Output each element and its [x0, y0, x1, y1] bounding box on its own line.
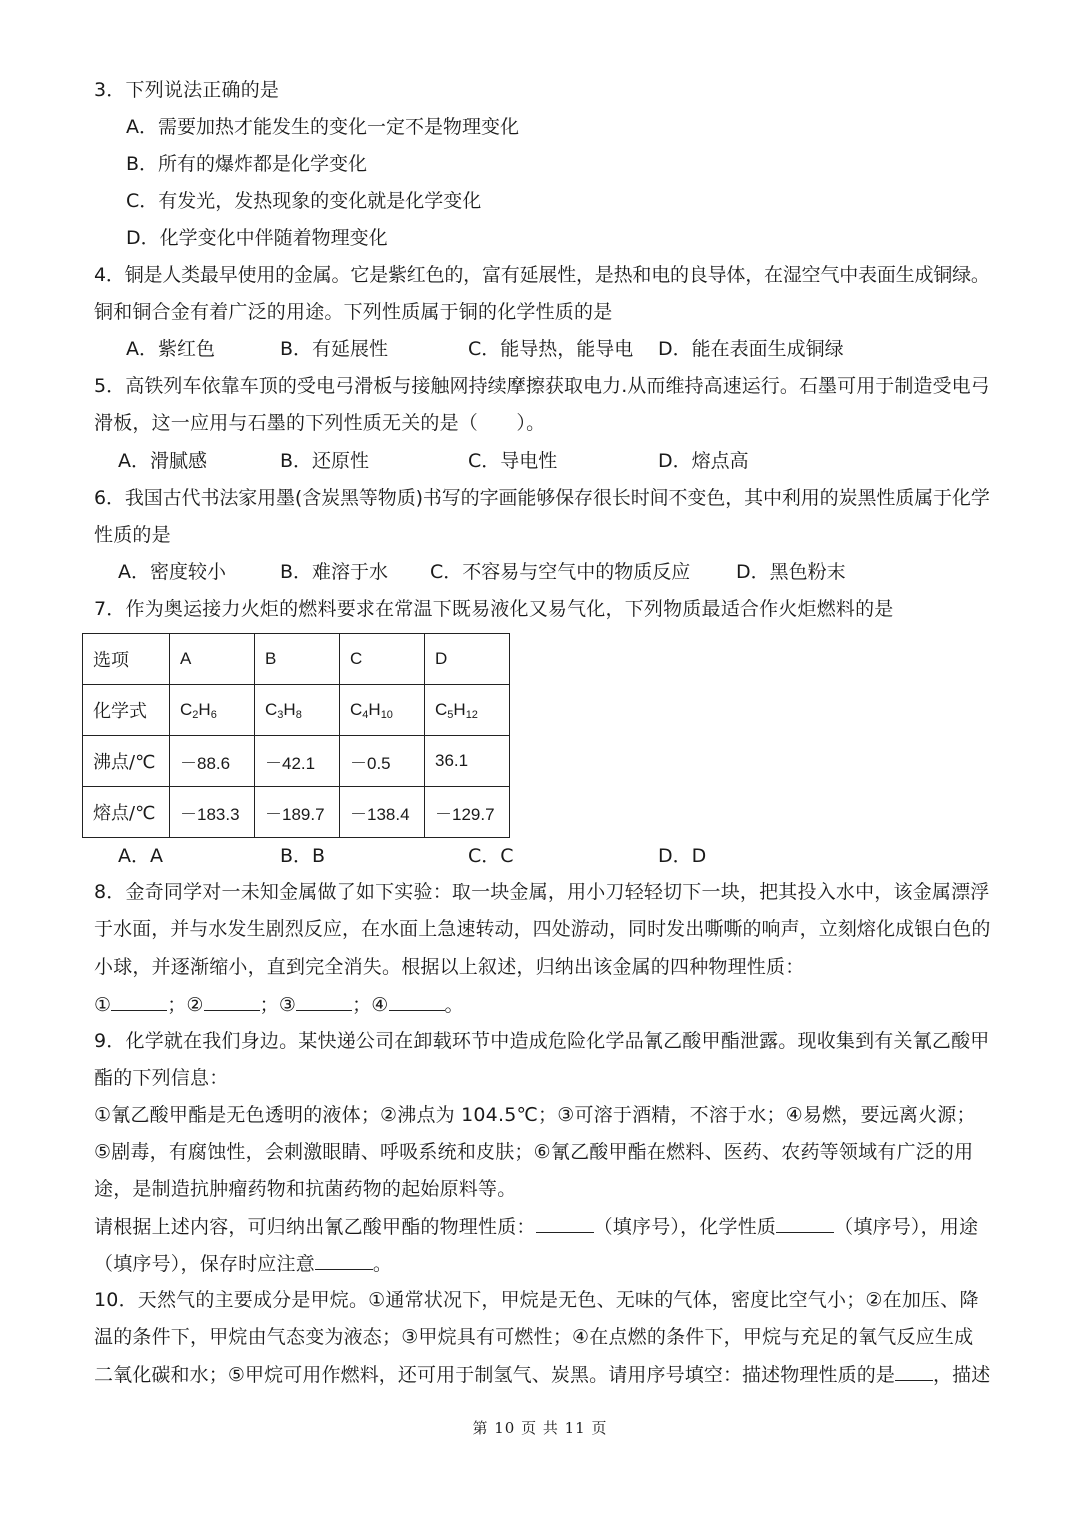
table-row	[83, 634, 510, 685]
formula-symbol: H	[368, 699, 381, 719]
table-cell: 沸点/℃	[83, 736, 170, 787]
q9-prompt-use: （填序号），用途	[834, 1216, 979, 1238]
page-footer: 第 10 页 共 11 页	[472, 1419, 608, 1437]
q4-option-d: D．能在表面生成铜绿	[658, 338, 844, 360]
q6-option-b: B．难溶于水	[280, 561, 389, 583]
table-cell: －88.6	[170, 736, 255, 787]
q9-line-5: 途，是制造抗肿瘤药物和抗菌药物的起始原料等。	[94, 1178, 517, 1200]
q3-option-b: B．所有的爆炸都是化学变化	[126, 153, 368, 175]
q9-blank-chemical[interactable]	[776, 1214, 834, 1233]
q8-line-3: 小球，并逐渐缩小，直到完全消失。根据以上叙述，归纳出该金属的四种物理性质：	[94, 956, 805, 978]
table-cell: －129.7	[425, 787, 510, 838]
formula-cell	[425, 685, 510, 736]
q7-option-c: C．C	[468, 845, 514, 867]
q6-option-c: C．不容易与空气中的物质反应	[430, 561, 691, 583]
q7-option-a: A．A	[118, 845, 163, 867]
formula-subscript: 8	[295, 708, 302, 721]
formula-symbol: C	[350, 699, 363, 719]
formula-symbol: H	[283, 699, 296, 719]
q6-line-2: 性质的是	[94, 524, 171, 546]
table-cell: 选项	[83, 634, 170, 685]
q9-blank-storage[interactable]	[315, 1251, 373, 1270]
formula-symbol: C	[435, 699, 448, 719]
q4-option-a: A．紫红色	[126, 338, 215, 360]
q9-line-1: 9．化学就在我们身边。某快递公司在卸载环节中造成危险化学品氰乙酸甲酯泄露。现收集到有关氰乙酸甲	[94, 1030, 990, 1052]
formula-subscript: 6	[210, 708, 217, 721]
q4-line-2: 铜和铜合金有着广泛的用途。下列性质属于铜的化学性质的是	[94, 301, 613, 323]
formula-symbol: C	[180, 699, 193, 719]
q9-line-2: 酯的下列信息：	[94, 1067, 229, 1089]
formula-subscript: 5	[447, 708, 454, 721]
table-cell: A	[170, 634, 255, 685]
formula-subscript: 10	[380, 708, 393, 721]
formula-subscript: 2	[192, 708, 199, 721]
formula-subscript: 12	[465, 708, 478, 721]
formula-subscript: 3	[277, 708, 284, 721]
q7-option-d: D．D	[658, 845, 707, 867]
formula-symbol: H	[198, 699, 211, 719]
table-cell: D	[425, 634, 510, 685]
table-cell: C	[340, 634, 425, 685]
q3-option-c: C．有发光，发热现象的变化就是化学变化	[126, 190, 482, 212]
q5-option-b: B．还原性	[280, 450, 370, 472]
q8-marker-2: ；②	[167, 994, 204, 1016]
q8-blank-4[interactable]	[389, 992, 445, 1011]
table-cell: －189.7	[255, 787, 340, 838]
table-row	[83, 736, 510, 787]
q9-prompt-storage: （填序号），保存时应注意	[94, 1253, 315, 1275]
q9-end: 。	[372, 1253, 393, 1275]
q9-line-3: ①氰乙酸甲酯是无色透明的液体；②沸点为 104.5℃；③可溶于酒精，不溶于水；④易燃，要远离火源；	[94, 1104, 976, 1126]
formula-cell	[255, 685, 340, 736]
q10-prompt-next: ，描述	[933, 1364, 991, 1386]
q8-marker-3: ；③	[259, 994, 297, 1016]
q9-line-4: ⑤剧毒，有腐蚀性，会刺激眼睛、呼吸系统和皮肤；⑥氰乙酸甲酯在燃料、医药、农药等领域有广泛的用	[94, 1141, 974, 1163]
formula-symbol: H	[453, 699, 466, 719]
q8-line-2: 于水面，并与水发生剧烈反应，在水面上急速转动，四处游动，同时发出嘶嘶的响声，立刻熔化成银白色的	[94, 918, 991, 940]
q3-option-a: A．需要加热才能发生的变化一定不是物理变化	[126, 116, 519, 138]
q5-option-d: D．熔点高	[658, 450, 749, 472]
q4-line-1: 4．铜是人类最早使用的金属。它是紫红色的，富有延展性，是热和电的良导体，在湿空气中表面生成铜绿。	[94, 264, 990, 286]
q9-line-7	[94, 1251, 392, 1276]
q9-blank-physical[interactable]	[536, 1214, 594, 1233]
q4-option-c: C．能导热，能导电	[468, 338, 634, 360]
q8-marker-4: ；④	[352, 994, 389, 1016]
q9-prompt-chemical: （填序号），化学性质	[593, 1216, 777, 1238]
q8-blank-2[interactable]	[204, 992, 260, 1011]
q8-blank-3[interactable]	[296, 992, 352, 1011]
table-row	[83, 787, 510, 838]
table-cell: 36.1	[425, 736, 510, 787]
table-row	[83, 685, 510, 736]
q10-blank-physical[interactable]	[895, 1362, 933, 1381]
q10-prompt-physical: 二氧化碳和水；⑤甲烷可用作燃料，还可用于制氢气、炭黑。请用序号填空：描述物理性质的是	[94, 1364, 896, 1386]
formula-cell	[170, 685, 255, 736]
q10-line-2: 温的条件下，甲烷由气态变为液态；③甲烷具有可燃性；④在点燃的条件下，甲烷与充足的氧气反应生成	[94, 1326, 974, 1348]
q7-option-b: B．B	[280, 845, 326, 867]
q5-line-1: 5．高铁列车依靠车顶的受电弓滑板与接触网持续摩擦获取电力.从而维持高速运行。石墨可用于制造受电弓	[94, 375, 990, 397]
q7-stem: 7．作为奥运接力火炬的燃料要求在常温下既易液化又易气化，下列物质最适合作火炬燃料的是	[94, 598, 894, 620]
q8-blank-1[interactable]	[111, 992, 167, 1011]
table-cell: －138.4	[340, 787, 425, 838]
formula-cell	[340, 685, 425, 736]
q5-line-2: 滑板，这一应用与石墨的下列性质无关的是（ ）。	[94, 412, 546, 434]
q8-answer-line	[94, 992, 464, 1017]
table-cell: －0.5	[340, 736, 425, 787]
table-cell: 熔点/℃	[83, 787, 170, 838]
q8-end: 。	[444, 994, 464, 1016]
q3-option-d: D．化学变化中伴随着物理变化	[126, 227, 388, 249]
q8-marker-1: ①	[94, 994, 112, 1016]
q5-option-c: C．导电性	[468, 450, 558, 472]
q10-line-1: 10．天然气的主要成分是甲烷。①通常状况下，甲烷是无色、无味的气体，密度比空气小；②在加压、降	[94, 1289, 979, 1311]
q10-line-3	[94, 1362, 990, 1387]
q9-line-6	[94, 1214, 978, 1239]
q3-stem: 3．下列说法正确的是	[94, 79, 280, 101]
table-cell: 化学式	[83, 685, 170, 736]
formula-subscript: 4	[362, 708, 369, 721]
q9-prompt-physical: 请根据上述内容，可归纳出氰乙酸甲酯的物理性质：	[94, 1216, 536, 1238]
table-cell: －183.3	[170, 787, 255, 838]
q8-line-1: 8．金奇同学对一未知金属做了如下实验：取一块金属，用小刀轻轻切下一块，把其投入水中，该金属漂浮	[94, 881, 990, 903]
table-cell: －42.1	[255, 736, 340, 787]
q6-option-a: A．密度较小	[118, 561, 226, 583]
q5-option-a: A．滑腻感	[118, 450, 207, 472]
q6-option-d: D．黑色粉末	[736, 561, 846, 583]
q6-line-1: 6．我国古代书法家用墨(含炭黑等物质)书写的字画能够保存很长时间不变色，其中利用的炭黑性质属于化学	[94, 487, 990, 509]
table-cell: B	[255, 634, 340, 685]
q4-option-b: B．有延展性	[280, 338, 389, 360]
q7-property-table	[82, 633, 510, 838]
formula-symbol: C	[265, 699, 278, 719]
